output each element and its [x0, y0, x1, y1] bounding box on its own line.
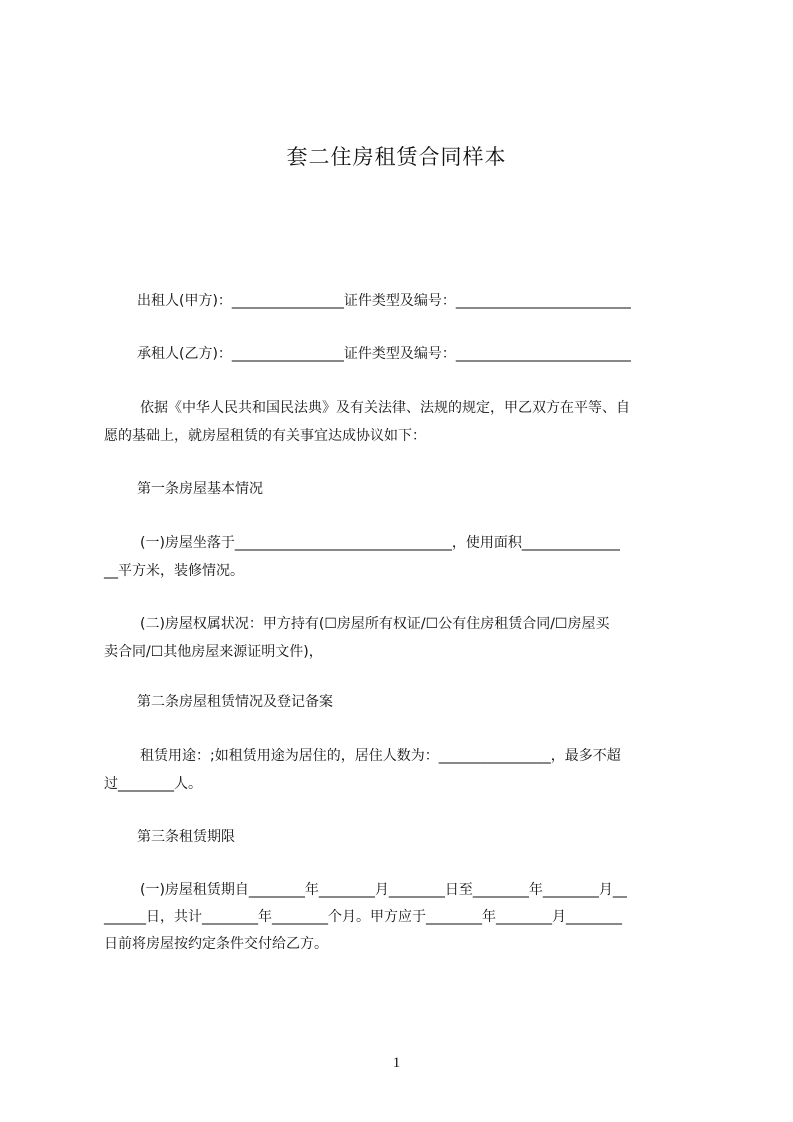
lessor-line: 出租人(甲方)：________________证件类型及编号：_________________________ — [137, 293, 631, 309]
article-1-clause-1-line-2: __平方米，装修情况。 — [104, 563, 244, 579]
article-2-line-1: 租赁用途：;如租赁用途为居住的，居住人数为：________________，最多不超 — [140, 748, 621, 764]
article-2-heading: 第二条房屋租赁情况及登记备案 — [137, 694, 333, 710]
article-2-line-2: 过________人。 — [104, 776, 202, 792]
document-title: 套二住房租赁合同样本 — [286, 145, 507, 169]
basis-paragraph-line-1: 依据《中华人民共和国民法典》及有关法律、法规的规定，甲乙双方在平等、自 — [140, 400, 630, 416]
lessee-line: 承租人(乙方)：________________证件类型及编号：_________________________ — [137, 346, 631, 362]
article-1-clause-2-line-2: 卖合同/☐其他房屋来源证明文件)， — [104, 644, 323, 660]
article-1-clause-2-line-1: (二)房屋权属状况：甲方持有(☐房屋所有权证/☐公有住房租赁合同/☐房屋买 — [140, 616, 610, 632]
basis-paragraph-line-2: 愿的基础上，就房屋租赁的有关事宜达成协议如下： — [104, 428, 426, 444]
article-3-heading: 第三条租赁期限 — [137, 829, 235, 845]
article-3-clause-1-line-3: 日前将房屋按约定条件交付给乙方。 — [104, 936, 328, 952]
article-3-clause-1-line-2: ______日，共计________年________个月。甲方应于________年________月________ — [104, 909, 622, 925]
article-1-clause-1-line-1: (一)房屋坐落于_______________________________，使用面积______________ — [140, 535, 620, 551]
article-1-heading: 第一条房屋基本情况 — [137, 481, 263, 497]
article-3-clause-1-line-1: (一)房屋租赁期自________年________月________日至________年________月__ — [140, 882, 627, 898]
page-number: 1 — [392, 1055, 401, 1071]
